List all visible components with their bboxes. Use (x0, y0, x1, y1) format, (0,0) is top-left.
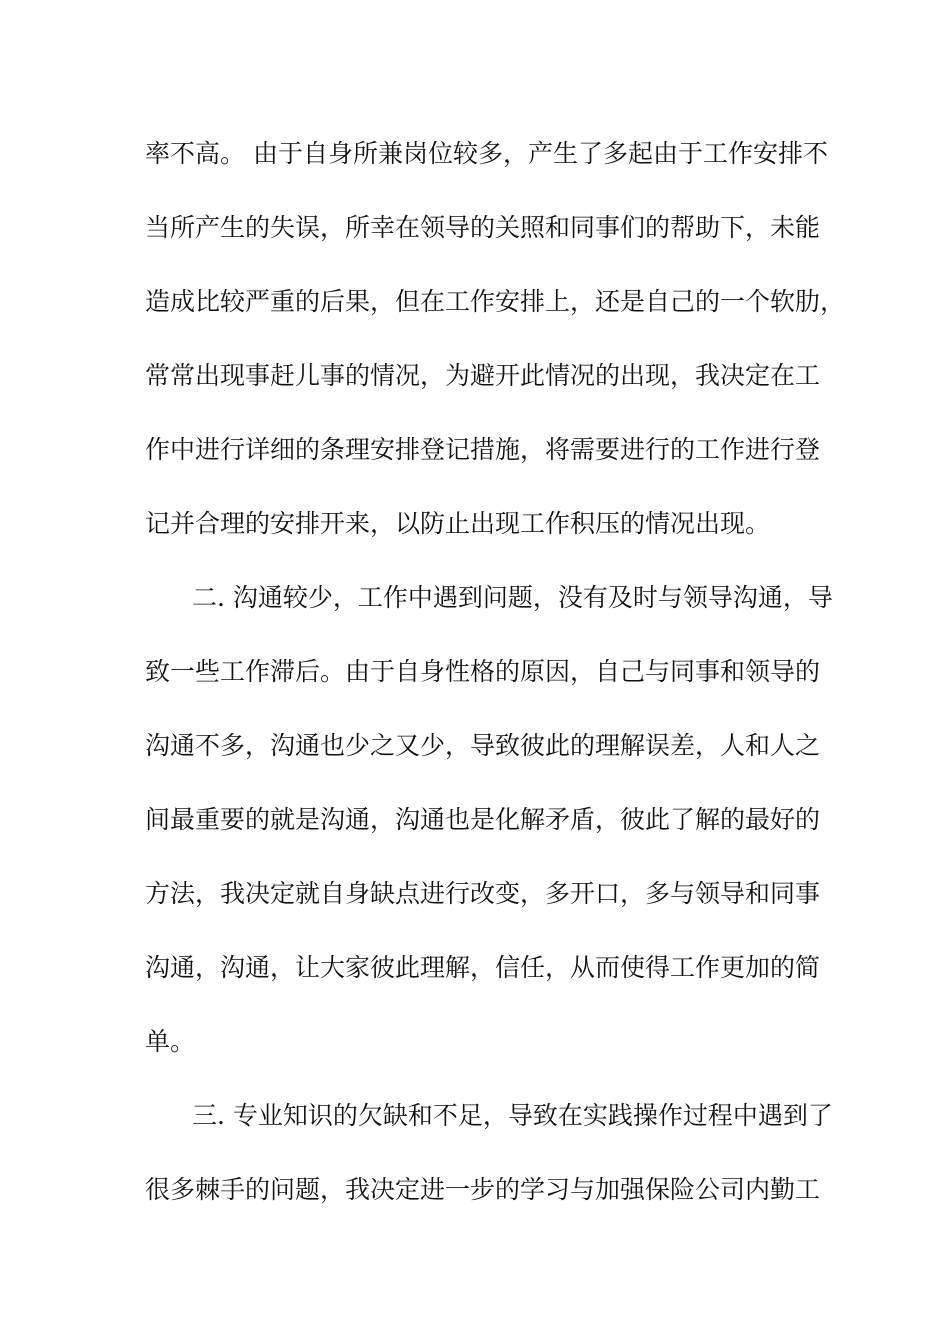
paragraph-line: 作中进行详细的条理安排登记措施，将需要进行的工作进行登 (145, 435, 821, 464)
paragraph-line: 沟通，沟通，让大家彼此理解，信任，从而使得工作更加的简 (145, 953, 821, 982)
paragraph-line: 造成比较严重的后果，但在工作安排上，还是自己的一个软肋， (145, 287, 846, 316)
paragraph-line: 沟通不多，沟通也少之又少，导致彼此的理解误差，人和人之 (145, 731, 821, 760)
section-heading-line: 二. 沟通较少，工作中遇到问题，没有及时与领导沟通，导 (192, 583, 833, 612)
paragraph-line: 很多棘手的问题，我决定进一步的学习与加强保险公司内勤工 (145, 1175, 821, 1204)
paragraph-line: 当所产生的失误，所幸在领导的关照和同事们的帮助下，未能 (145, 213, 821, 242)
paragraph-line: 常常出现事赶儿事的情况，为避开此情况的出现，我决定在工 (145, 361, 821, 390)
paragraph-line: 记并合理的安排开来，以防止出现工作积压的情况出现。 (145, 509, 771, 538)
paragraph-line: 间最重要的就是沟通，沟通也是化解矛盾，彼此了解的最好的 (145, 805, 821, 834)
paragraph-line: 致一些工作滞后。由于自身性格的原因，自己与同事和领导的 (145, 657, 821, 686)
paragraph-line: 单。 (145, 1027, 196, 1056)
paragraph-line: 率不高。 由于自身所兼岗位较多，产生了多起由于工作安排不 (145, 139, 828, 168)
paragraph-line: 方法，我决定就自身缺点进行改变，多开口，多与领导和同事 (145, 879, 821, 908)
section-heading-line: 三. 专业知识的欠缺和不足，导致在实践操作过程中遇到了 (192, 1101, 833, 1130)
